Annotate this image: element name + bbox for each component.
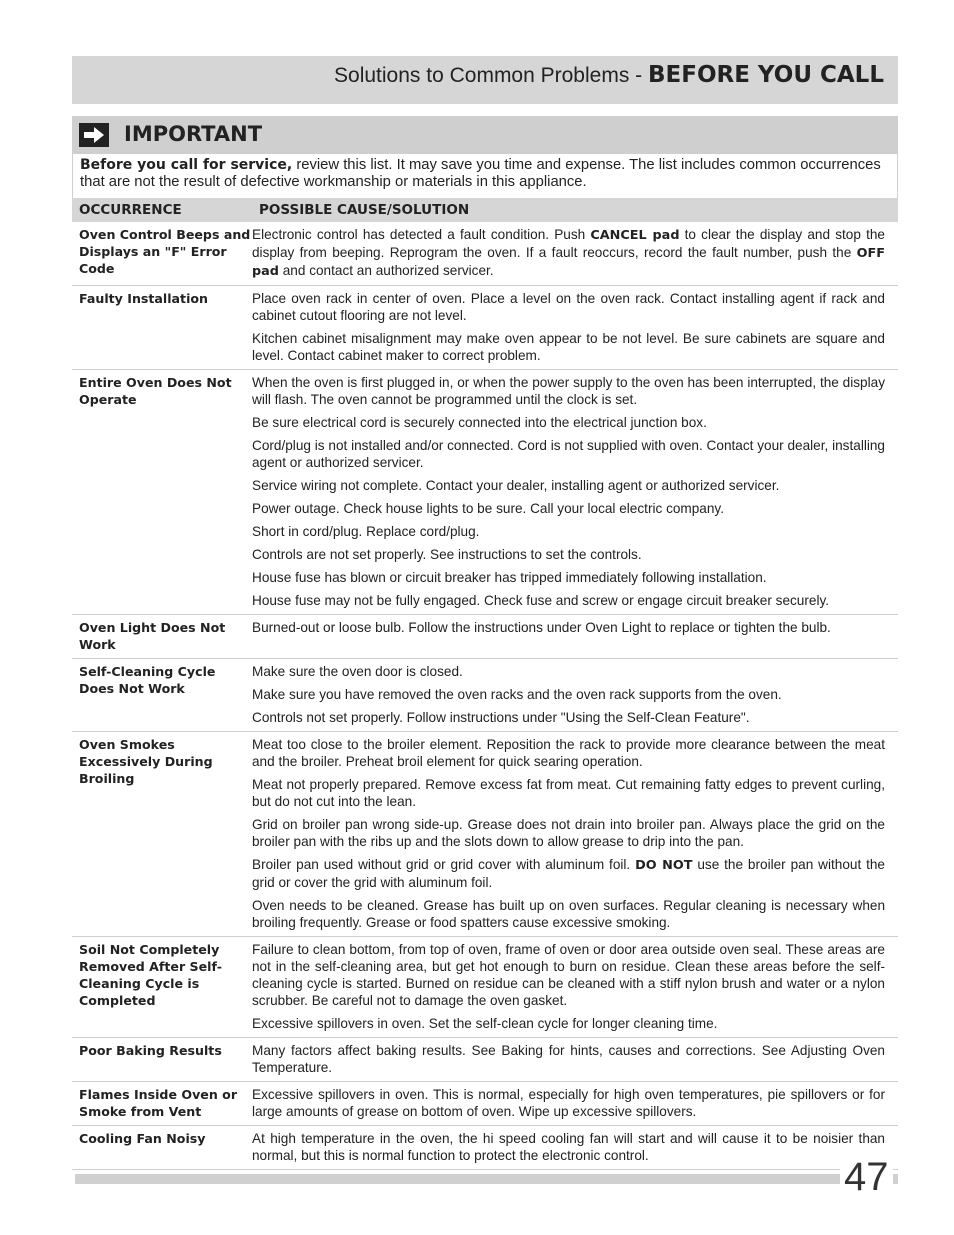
table-row (72, 937, 898, 1038)
solution-paragraph: Many factors affect baking results. See Baking for hints, causes and corrections. See Adjusting Oven Temperature. (252, 1043, 885, 1075)
solution-cell (252, 663, 885, 726)
solution-paragraph: Burned-out or loose bulb. Follow the instructions under Oven Light to replace or tighten the bulb. (252, 620, 831, 635)
solution-paragraph: Oven needs to be cleaned. Grease has built up on oven surfaces. Regular cleaning is necessary when broiling frequently. Grease or food spatters cause excessive smoking. (252, 898, 885, 930)
occurrence-cell: Faulty Installation (79, 291, 209, 306)
solution-paragraph: Place oven rack in center of oven. Place a level on the oven rack. Contact installing agent if rack and cabinet cutout flooring are not level. (252, 291, 885, 323)
page-number: 47 (840, 1155, 893, 1200)
table-row (72, 732, 898, 937)
solution-paragraph: Service wiring not complete. Contact your dealer, installing agent or authorized servicer. (252, 478, 780, 493)
solution-paragraph: Excessive spillovers in oven. This is normal, especially for high oven temperatures, pie spillovers or for large amounts of grease on bottom of oven. Wipe up excessive spillovers. (252, 1087, 885, 1119)
header-band (72, 56, 898, 104)
solution-paragraph: When the oven is first plugged in, or when the power supply to the oven has been interrupted, the display will flash. The oven cannot be programmed until the clock is set. (252, 375, 885, 407)
solution-cell (252, 290, 885, 364)
table-row (72, 615, 898, 659)
table-row (72, 370, 898, 615)
solution-paragraph: Power outage. Check house lights to be sure. Call your local electric company. (252, 501, 724, 516)
intro-text: Before you call for service, review this list. It may save you time and expense. The list includes common occurrences that are not the result of defective workmanship or materials in this appliance. (72, 154, 898, 200)
solution-paragraph: Controls not set properly. Follow instructions under "Using the Self-Clean Feature". (252, 710, 750, 725)
table-row (72, 222, 898, 286)
solution-paragraph: House fuse may not be fully engaged. Check fuse and screw or engage circuit breaker securely. (252, 593, 830, 608)
page-title: Solutions to Common Problems - BEFORE YOU CALL (334, 62, 884, 88)
solution-paragraph: Failure to clean bottom, from top of oven, frame of oven or door area outside oven seal. These areas are not in the self-cleaning area, but get hot enough to burn on residue. Clean these areas before the self-cleaning cycle is started. Burned on residue can be cleaned with a stiff nylon brush and water or a nylon scrubber. Be careful not to damage the oven gasket. (252, 942, 885, 1008)
solution-cell (252, 374, 885, 609)
solution-paragraph: Short in cord/plug. Replace cord/plug. (252, 524, 480, 539)
solution-paragraph: Meat not properly prepared. Remove excess fat from meat. Cut remaining fatty edges to prevent curling, but do not cut into the lean. (252, 777, 885, 809)
occurrence-cell: Oven Control Beeps and Displays an "F" Error Code (79, 227, 251, 276)
important-bar (72, 116, 898, 154)
table-body (72, 222, 898, 1170)
solution-cell (252, 941, 885, 1032)
column-header-occurrence: OCCURRENCE (79, 202, 182, 218)
solution-paragraph: Make sure you have removed the oven racks and the oven rack supports from the oven. (252, 687, 782, 702)
important-heading: IMPORTANT (124, 122, 263, 146)
solution-paragraph: Be sure electrical cord is securely connected into the electrical junction box. (252, 415, 707, 430)
solution-paragraph: Grid on broiler pan wrong side-up. Grease does not drain into broiler pan. Always place the grid on the broiler pan with the ribs up and the slots down to allow grease to drip into the pan. (252, 817, 885, 849)
solution-cell (252, 226, 885, 280)
solution-paragraph: Kitchen cabinet misalignment may make oven appear to be not level. Be sure cabinets are square and level. Contact cabinet maker to correct problem. (252, 331, 885, 363)
solution-paragraph: At high temperature in the oven, the hi speed cooling fan will start and will cause it to be noisier than normal, but this is normal function to protect the electronic control. (252, 1131, 885, 1163)
occurrence-cell: Cooling Fan Noisy (79, 1131, 206, 1146)
solution-cell (252, 1086, 885, 1120)
occurrence-cell: Poor Baking Results (79, 1043, 222, 1058)
solution-paragraph: Controls are not set properly. See instructions to set the controls. (252, 547, 642, 562)
solution-cell (252, 619, 885, 653)
solution-cell (252, 736, 885, 931)
occurrence-cell: Oven Smokes Excessively During Broiling (79, 737, 213, 786)
table-row (72, 1038, 898, 1082)
solution-paragraph: Electronic control has detected a fault condition. Push CANCEL pad to clear the display and stop the display from beeping. Reprogram the oven. If a fault reoccurs, record the fault number, push the OFF pad and contact an authorized servicer. (252, 227, 885, 279)
column-header-solution: POSSIBLE CAUSE/SOLUTION (259, 202, 470, 218)
occurrence-cell: Oven Light Does Not Work (79, 620, 226, 652)
solution-paragraph: Cord/plug is not installed and/or connected. Cord is not supplied with oven. Contact your dealer, installing agent or authorized servicer. (252, 438, 885, 470)
table-row (72, 1082, 898, 1126)
table-row (72, 286, 898, 370)
table-row (72, 659, 898, 732)
occurrence-cell: Entire Oven Does Not Operate (79, 375, 232, 407)
solution-cell (252, 1042, 885, 1076)
occurrence-cell: Soil Not Completely Removed After Self-Cleaning Cycle is Completed (79, 942, 222, 1008)
troubleshooting-table (72, 198, 898, 1170)
solution-paragraph: Make sure the oven door is closed. (252, 664, 463, 679)
solution-paragraph: House fuse has blown or circuit breaker has tripped immediately following installation. (252, 570, 767, 585)
arrow-right-icon (79, 123, 109, 147)
footer-band (75, 1174, 898, 1184)
occurrence-cell: Flames Inside Oven or Smoke from Vent (79, 1087, 238, 1119)
solution-cell (252, 1130, 885, 1164)
table-row (72, 1126, 898, 1170)
solution-paragraph: Excessive spillovers in oven. Set the self-clean cycle for longer cleaning time. (252, 1016, 718, 1031)
solution-paragraph: Meat too close to the broiler element. Reposition the rack to provide more clearance between the meat and the broiler. Preheat broil element for quick searing operation. (252, 737, 885, 769)
occurrence-cell: Self-Cleaning Cycle Does Not Work (79, 664, 216, 696)
table-header (72, 198, 898, 222)
solution-paragraph: Broiler pan used without grid or grid cover with aluminum foil. DO NOT use the broiler pan without the grid or cover the grid with aluminum foil. (252, 857, 885, 890)
